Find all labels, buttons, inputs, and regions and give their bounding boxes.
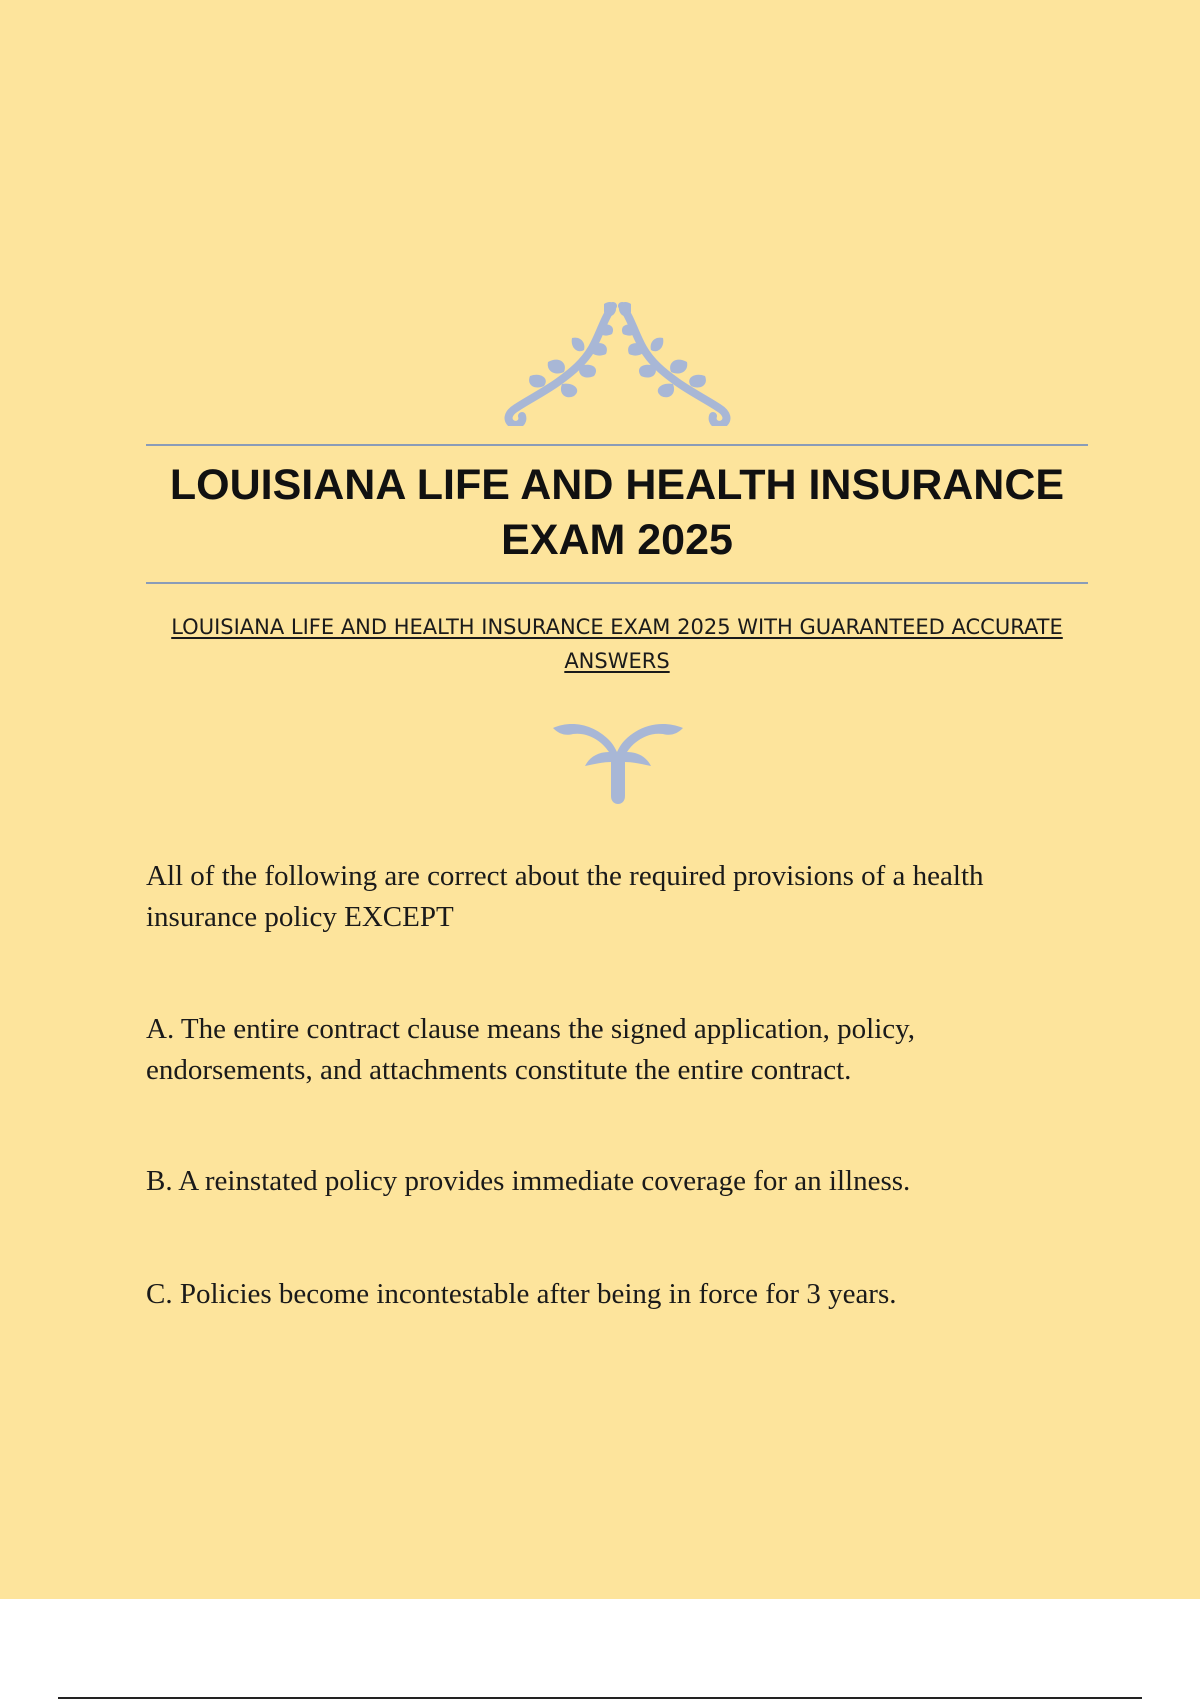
flourish-pair-icon — [500, 296, 735, 426]
answer-option-c: C. Policies become incontestable after being in force for 3 years. — [146, 1278, 897, 1310]
title-bottom-rule — [146, 582, 1088, 584]
document-subtitle: LOUISIANA LIFE AND HEALTH INSURANCE EXAM 2025 WITH GUARANTEED ACCURATE ANSWERS — [171, 615, 1063, 673]
title-top-rule — [146, 444, 1088, 446]
left-flourish — [509, 302, 616, 425]
fleuron-icon — [551, 718, 685, 804]
answer-option-b: B. A reinstated policy provides immediate coverage for an illness. — [146, 1165, 911, 1197]
right-flourish — [619, 302, 726, 425]
document-title: LOUISIANA LIFE AND HEALTH INSURANCE EXAM 2025 — [169, 461, 1065, 564]
question-stem: All of the following are correct about the required provisions of a health insurance policy EXCEPT — [146, 860, 984, 933]
footer-rule — [58, 1697, 1142, 1699]
answer-option-a: A. The entire contract clause means the signed application, policy, endorsements, and attachments constitute the entire contract. — [146, 1013, 916, 1086]
